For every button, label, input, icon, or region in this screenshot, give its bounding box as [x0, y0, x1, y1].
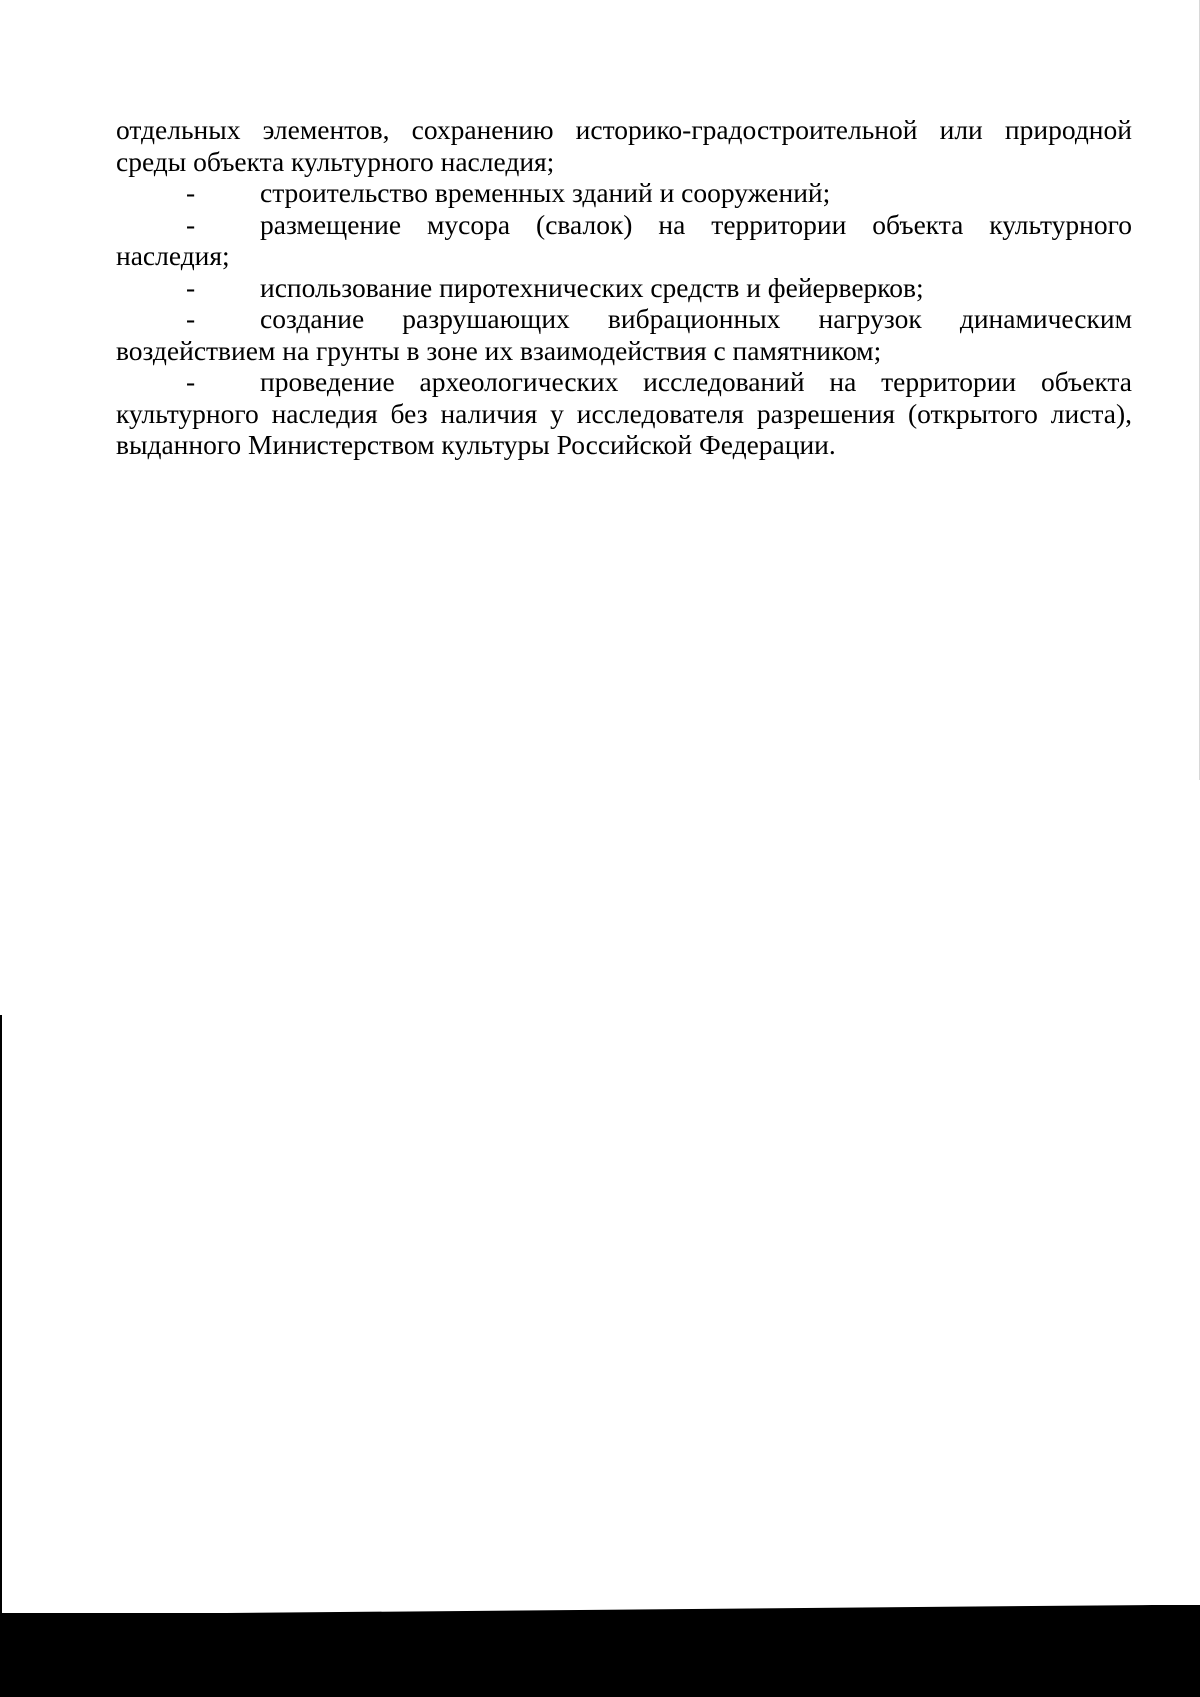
continuation-paragraph: отдельных элементов, сохранению историко-градостроительной или природной среды объекта культурного наследия;	[116, 114, 1132, 177]
list-item-text: проведение археологических исследований на территории объекта культурного наследия без наличия у исследователя разрешения (открытого листа), выданного Министерством культуры Российской Федерации.	[116, 366, 1132, 460]
list-item-text: создание разрушающих вибрационных нагрузок динамическим воздействием на грунты в зоне их взаимодействия с памятником;	[116, 303, 1132, 366]
list-dash: -	[186, 366, 196, 397]
list-item-text: строительство временных зданий и сооружений;	[260, 177, 831, 208]
scan-edge-left	[0, 1015, 2, 1615]
list-item	[116, 209, 1132, 272]
list-item-text: использование пиротехнических средств и фейерверков;	[260, 271, 924, 303]
scan-border-bottom	[0, 1613, 1200, 1697]
list-item	[116, 366, 1132, 461]
list-dash: -	[186, 208, 196, 240]
list-dash: -	[186, 271, 196, 303]
list-item-text: размещение мусора (свалок) на территории объекта культурного наследия;	[116, 208, 1132, 271]
list-item	[116, 303, 1132, 366]
document-body	[116, 114, 1132, 461]
list-item	[116, 177, 1132, 209]
list-dash: -	[186, 177, 196, 208]
list-dash: -	[186, 303, 196, 334]
list-item	[116, 272, 1132, 304]
